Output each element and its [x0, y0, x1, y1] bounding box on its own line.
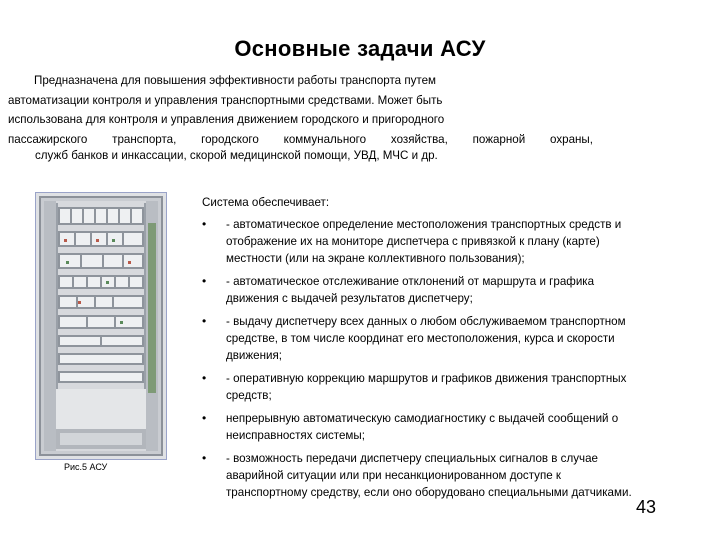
system-features-list — [202, 216, 632, 507]
bullet-icon: • — [202, 451, 207, 465]
bullet-icon: • — [202, 371, 207, 385]
system-lead: Система обеспечивает: — [202, 196, 330, 209]
intro-line: пассажирского транспорта, городского коммунального хозяйства, пожарной охраны, — [8, 132, 593, 146]
slide-title: Основные задачи АСУ — [234, 36, 486, 61]
list-item — [202, 216, 632, 267]
control-cabinet-photo — [35, 192, 167, 460]
list-item-text: непрерывную автоматическую самодиагностику с выдачей сообщений о неисправностях системы; — [226, 412, 619, 442]
bullet-icon: • — [202, 217, 207, 231]
list-item-text: - автоматическое отслеживание отклонений от маршрута и графика движения с выдачей результатов диспетчеру; — [226, 275, 595, 305]
list-item — [202, 313, 632, 364]
list-item — [202, 273, 632, 307]
page-number: 43 — [636, 497, 657, 517]
intro-line: автоматизации контроля и управления транспортными средствами. Может быть — [8, 93, 443, 107]
figure-caption: Рис.5 АСУ — [64, 462, 108, 472]
intro-line: служб банков и инкассации, скорой медицинской помощи, УВД, МЧС и др. — [35, 149, 438, 163]
bullet-icon: • — [202, 411, 207, 425]
intro-line: использована для контроля и управления движением городского и пригородного — [8, 113, 445, 127]
list-item-text: - возможность передачи диспетчеру специальных сигналов в случае аварийной ситуации или при несанкционированном доступе к транспортному средству, если оно оборудовано специальными датчиками. — [226, 452, 632, 499]
list-item-text: - автоматическое определение местоположения транспортных средств и отображение их на мониторе диспетчера с привязкой к плану (карте) местности (или на экране коллективного пользования); — [226, 218, 622, 265]
intro-line: Предназначена для повышения эффективности работы транспорта путем — [34, 74, 436, 87]
list-item-text: - выдачу диспетчеру всех данных о любом обслуживаемом транспортном средстве, в том числе координат его местоположения, курса и скорости движения; — [226, 315, 626, 362]
list-item — [202, 410, 632, 444]
list-item-text: - оперативную коррекцию маршрутов и графиков движения транспортных средств; — [226, 372, 627, 402]
list-item — [202, 370, 632, 404]
list-item — [202, 450, 632, 501]
bullet-icon: • — [202, 314, 207, 328]
bullet-icon: • — [202, 274, 207, 288]
intro-paragraph — [8, 71, 593, 163]
